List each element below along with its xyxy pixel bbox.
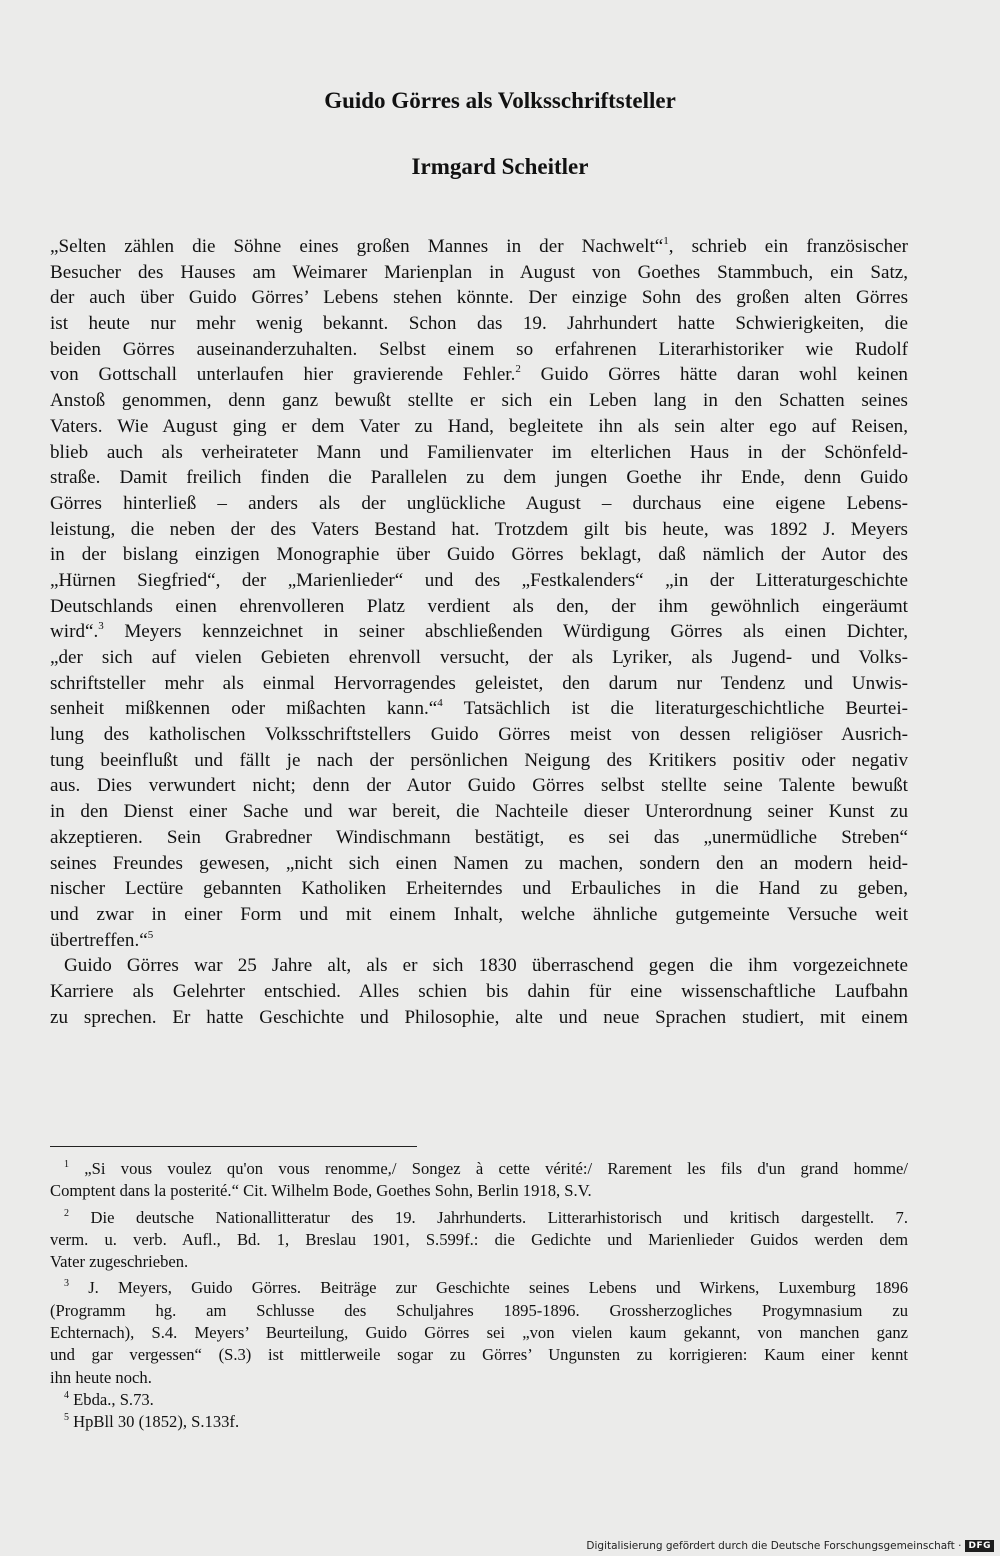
body-line <box>50 851 908 877</box>
body-line <box>50 825 908 851</box>
text-run: ihn heute noch. <box>50 1367 152 1387</box>
text-run: beiden Görres auseinanderzuhalten. Selbst einem so erfahrenen Literarhistoriker wie Rudolf <box>50 338 908 360</box>
footnote-line <box>50 1180 908 1202</box>
body-line <box>50 260 908 286</box>
text-run: akzeptieren. Sein Grabredner Windischmann bestätigt, es sei das „unermüdliche Streben“ <box>50 826 908 848</box>
body-line <box>50 722 908 748</box>
footnote-reference: 1 <box>64 1159 69 1170</box>
body-text <box>50 234 908 1030</box>
body-line <box>50 491 908 517</box>
footnotes <box>50 1158 908 1434</box>
footnote-line <box>50 1300 908 1322</box>
body-line <box>50 414 908 440</box>
body-line <box>50 799 908 825</box>
text-run: Vater zugeschrieben. <box>50 1252 189 1272</box>
body-line <box>50 440 908 466</box>
text-run: und zwar in einer Form und mit einem Inhalt, welche ähnliche gutgemeinte Versuche weit <box>50 903 908 925</box>
text-run: und gar vergessen“ (S.3) ist mittlerweile sogar zu Görres’ Ungunsten zu korrigieren: Kaum einer kennt <box>50 1345 908 1365</box>
text-run: zu sprechen. Er hatte Geschichte und Philosophie, alte und neue Sprachen studiert, mit einem <box>50 1006 908 1028</box>
body-line <box>50 696 908 722</box>
footnote-reference: 3 <box>98 620 104 633</box>
footnote-line <box>50 1251 908 1273</box>
text-run: ist heute nur mehr wenig bekannt. Schon das 19. Jahrhundert hatte Schwierigkeiten, die <box>50 313 908 335</box>
footnote-line <box>50 1344 908 1366</box>
text-run: Echternach), S.4. Meyers’ Beurteilung, Guido Görres sei „von vielen kaum gekannt, von manchen ganz <box>50 1323 908 1343</box>
text-run: der auch über Guido Görres’ Lebens stehen könnte. Der einzige Sohn des großen alten Görres <box>50 287 908 309</box>
body-line <box>50 594 908 620</box>
text-run: von Gottschall unterlaufen hier gravierende Fehler. <box>50 364 516 386</box>
text-run: seines Freundes gewesen, „nicht sich einen Namen zu machen, sondern den an modern heid- <box>50 852 908 874</box>
text-run: Tatsächlich ist die literaturgeschichtliche Beurtei- <box>442 698 908 720</box>
footnote-reference: 1 <box>663 235 669 247</box>
text-run: aus. Dies verwundert nicht; denn der Autor Guido Görres selbst stellte seine Talente bewußt <box>50 775 908 797</box>
footnote-line <box>50 1367 908 1389</box>
body-line <box>50 876 908 902</box>
footnote-reference: 5 <box>64 1412 69 1424</box>
article-author: Irmgard Scheitler <box>411 154 589 179</box>
text-run: leistung, die neben der des Vaters Bestand hat. Trotzdem gilt bis heute, was 1892 J. Meyers <box>50 518 908 540</box>
body-line <box>50 465 908 491</box>
text-run: „Selten zählen die Söhne eines großen Mannes in der Nachwelt“ <box>50 236 664 257</box>
body-line <box>50 979 908 1005</box>
funding-banner <box>586 1540 994 1552</box>
body-line <box>50 748 908 774</box>
text-run: „der sich auf vielen Gebieten ehrenvoll versucht, der als Lyriker, als Jugend- und Volks- <box>50 647 908 668</box>
text-run: Besucher des Hauses am Weimarer Marienplan in August von Goethes Stammbuch, ein Satz, <box>50 261 908 283</box>
body-line <box>50 902 908 928</box>
text-run: verm. u. verb. Aufl., Bd. 1, Breslau 1901, S.599f.: die Gedichte und Marienlieder Guidos werden dem <box>50 1229 908 1249</box>
text-run: J. Meyers, Guido Görres. Beiträge zur Geschichte seines Lebens und Wirkens, Luxemburg 1896 <box>69 1278 908 1298</box>
text-run: in den Dienst einer Sache und war bereit, die Nachteile dieser Unterordnung seiner Kunst zu <box>50 801 908 823</box>
body-line <box>50 619 908 645</box>
footnote-line <box>50 1277 908 1299</box>
text-run: tung beeinflußt und fällt je nach der persönlichen Neigung des Kritikers positiv oder negativ <box>50 749 908 771</box>
body-line <box>50 388 908 414</box>
body-line <box>50 337 908 363</box>
body-line <box>50 568 908 594</box>
dfg-logo: DFG <box>965 1540 994 1552</box>
body-line <box>50 645 908 671</box>
text-run: Deutschlands einen ehrenvolleren Platz verdient als den, der ihm gewöhnlich eingeräumt <box>50 595 908 617</box>
text-run: schriftsteller mehr als einmal Hervorragendes geleistet, den darum nur Tendenz und Unwis- <box>50 672 908 694</box>
text-run: straße. Damit freilich finden die Parallelen zu dem jungen Goethe ihr Ende, denn Guido <box>50 467 908 489</box>
footnote-line <box>50 1322 908 1344</box>
text-run: HpBll 30 (1852), S.133f. <box>69 1412 240 1432</box>
body-line <box>50 928 908 954</box>
body-line <box>50 671 908 697</box>
footnote-reference: 3 <box>64 1278 69 1290</box>
body-line <box>50 234 908 260</box>
text-run: Guido Görres war 25 Jahre alt, als er sich 1830 überraschend gegen die ihm vorgezeichnete <box>64 955 908 977</box>
footnote-line <box>50 1389 908 1411</box>
text-run: „Si vous voulez qu'on vous renomme,/ Songez à cette vérité:/ Rarement les fils d'un grand homme/ <box>69 1159 908 1178</box>
text-run: Meyers kennzeichnet in seiner abschließenden Würdigung Görres als einen Dichter, <box>103 621 908 643</box>
text-run: wird“. <box>50 621 99 643</box>
text-run: blieb auch als verheirateter Mann und Familienvater im elterlichen Haus in der Schönfeld- <box>50 441 908 463</box>
text-run: Comptent dans la posterité.“ Cit. Wilhelm Bode, Goethes Sohn, Berlin 1918, S.V. <box>50 1181 592 1201</box>
text-run: , schrieb ein französischer <box>668 236 908 257</box>
text-run: (Programm hg. am Schlusse des Schuljahres 1895-1896. Grossherzogliches Progymnasium zu <box>50 1300 908 1320</box>
body-line <box>50 311 908 337</box>
body-line <box>50 517 908 543</box>
text-run: „Hürnen Siegfried“, der „Marienlieder“ und des „Festkalenders“ „in der Litteraturgeschichte <box>50 569 908 591</box>
funding-text: Digitalisierung gefördert durch die Deutsche Forschungsgemeinschaft · <box>586 1540 962 1552</box>
text-run: Vaters. Wie August ging er dem Vater zu Hand, begleitete ihn als sein alter ego auf Reisen, <box>50 415 908 437</box>
footnote-reference: 4 <box>64 1389 69 1401</box>
text-run: Ebda., S.73. <box>69 1389 154 1409</box>
footnote-reference: 4 <box>437 697 443 710</box>
footnote-reference: 2 <box>64 1207 69 1219</box>
footnote-line <box>50 1207 908 1229</box>
footnote-line <box>50 1411 908 1433</box>
footnote-line <box>50 1229 908 1251</box>
text-run: senheit mißkennen oder mißachten kann.“ <box>50 698 438 720</box>
text-run: Guido Görres hätte daran wohl keinen <box>520 364 908 386</box>
body-line <box>50 542 908 568</box>
text-run: übertreffen.“ <box>50 929 148 951</box>
text-run: nischer Lectüre gebannten Katholiken Erheiterndes und Erbauliches in die Hand zu geben, <box>50 878 908 900</box>
body-line <box>50 773 908 799</box>
text-run: Karriere als Gelehrter entschied. Alles schien bis dahin für eine wissenschaftliche Laufbahn <box>50 980 908 1002</box>
text-run: lung des katholischen Volksschriftstellers Guido Görres meist von dessen religiöser Ausrich- <box>50 724 908 746</box>
text-run: Anstoß genommen, denn ganz bewußt stellte er sich ein Leben lang in den Schatten seines <box>50 390 908 412</box>
body-line <box>50 953 908 979</box>
footnote-separator <box>50 1146 417 1147</box>
footnote-line <box>50 1158 908 1180</box>
text-run: in der bislang einzigen Monographie über Guido Görres beklagt, daß nämlich der Autor des <box>50 544 908 566</box>
text-run: Görres hinterließ – anders als der unglückliche August – durchaus eine eigene Lebens- <box>50 492 908 514</box>
footnote-reference: 2 <box>515 363 521 376</box>
body-line <box>50 285 908 311</box>
body-line <box>50 1005 908 1031</box>
text-run: Die deutsche Nationallitteratur des 19. Jahrhunderts. Litterarhistorisch und kritisch dargestellt. 7. <box>69 1207 908 1227</box>
body-line <box>50 362 908 388</box>
article-title: Guido Görres als Volksschriftsteller <box>324 88 676 113</box>
footnote-reference: 5 <box>147 928 154 941</box>
